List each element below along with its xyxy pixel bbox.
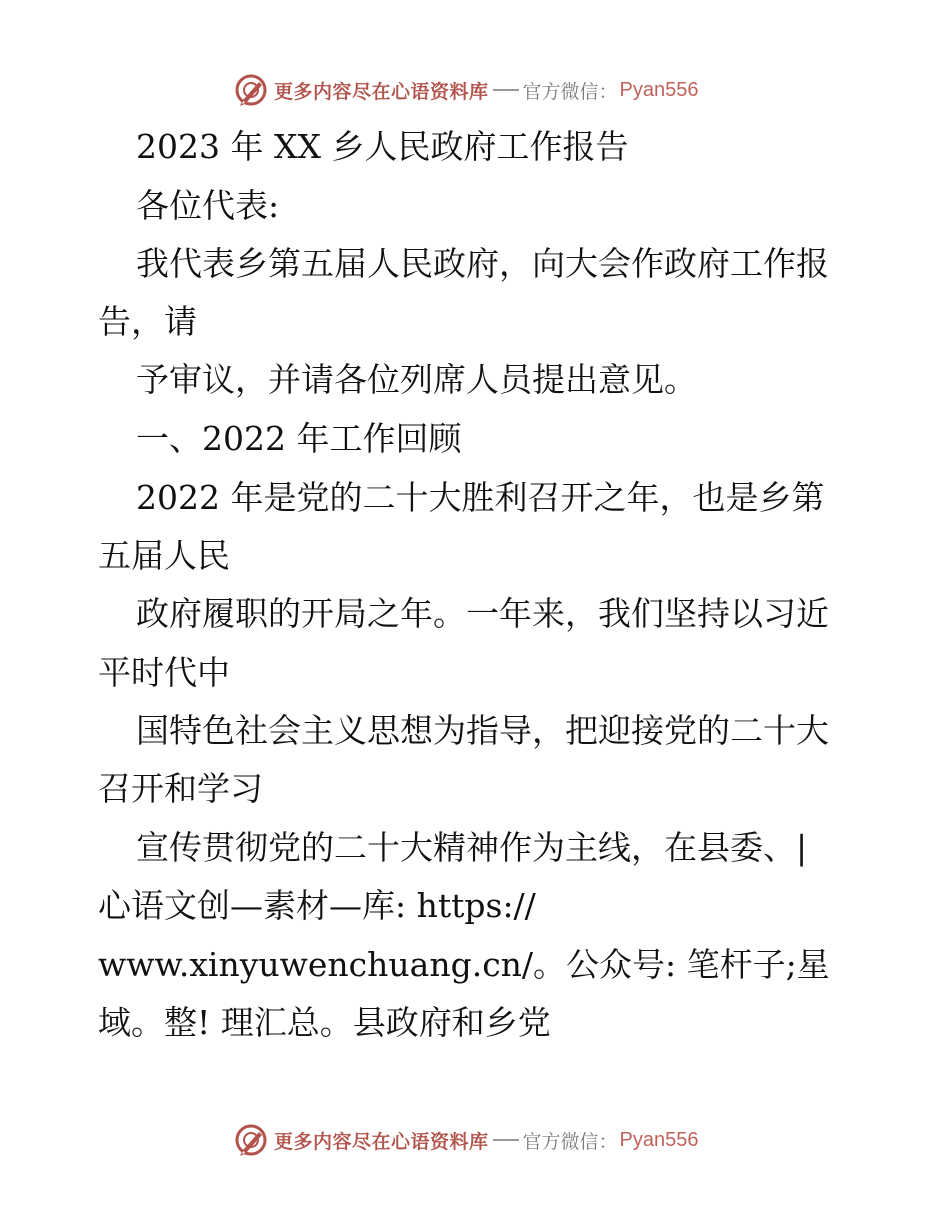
body-line: 政府履职的开局之年。一年来，我们坚持以习近: [136, 594, 829, 633]
footer-watermark-banner: [234, 1122, 699, 1158]
banner-wechat-label: 官方微信：: [522, 80, 618, 103]
body-line: 宣传贯彻党的二十大精神作为主线，在县委、|: [136, 828, 808, 867]
banner-main-text: 更多内容尽在心语资料库: [274, 1130, 489, 1153]
banner-wechat-label: 官方微信：: [522, 1130, 618, 1153]
body-line: 国特色社会主义思想为指导，把迎接党的二十大: [136, 711, 829, 750]
banner-main-text: 更多内容尽在心语资料库: [274, 80, 489, 103]
pen-logo-icon: [234, 1123, 268, 1157]
banner-dash: [493, 1139, 519, 1141]
banner-dash: [493, 89, 519, 91]
body-line: 平时代中: [98, 653, 230, 692]
body-line: 召开和学习: [98, 769, 263, 808]
pen-logo-icon: [234, 73, 268, 107]
document-title: 2023 年 XX 乡人民政府工作报告: [136, 127, 629, 166]
body-line: www.xinyuwenchuang.cn/。公众号: 笔杆子;星: [98, 945, 830, 984]
body-line: 我代表乡第五届人民政府，向大会作政府工作报: [136, 244, 829, 283]
banner-wechat-id: Pyan556: [619, 78, 699, 101]
header-watermark-banner: [234, 72, 699, 108]
body-line: 心语文创—素材—库: https://: [98, 886, 536, 925]
salutation: 各位代表:: [136, 186, 280, 225]
body-line: 2022 年是党的二十大胜利召开之年，也是乡第: [136, 478, 825, 517]
body-line: 域。整! 理汇总。县政府和乡党: [98, 1003, 551, 1042]
body-line: 予审议，并请各位列席人员提出意见。: [136, 360, 697, 399]
section-heading: 一、2022 年工作回顾: [136, 419, 462, 458]
body-line: 五届人民: [98, 536, 230, 575]
banner-wechat-id: Pyan556: [619, 1128, 699, 1151]
body-line: 告，请: [98, 302, 197, 341]
